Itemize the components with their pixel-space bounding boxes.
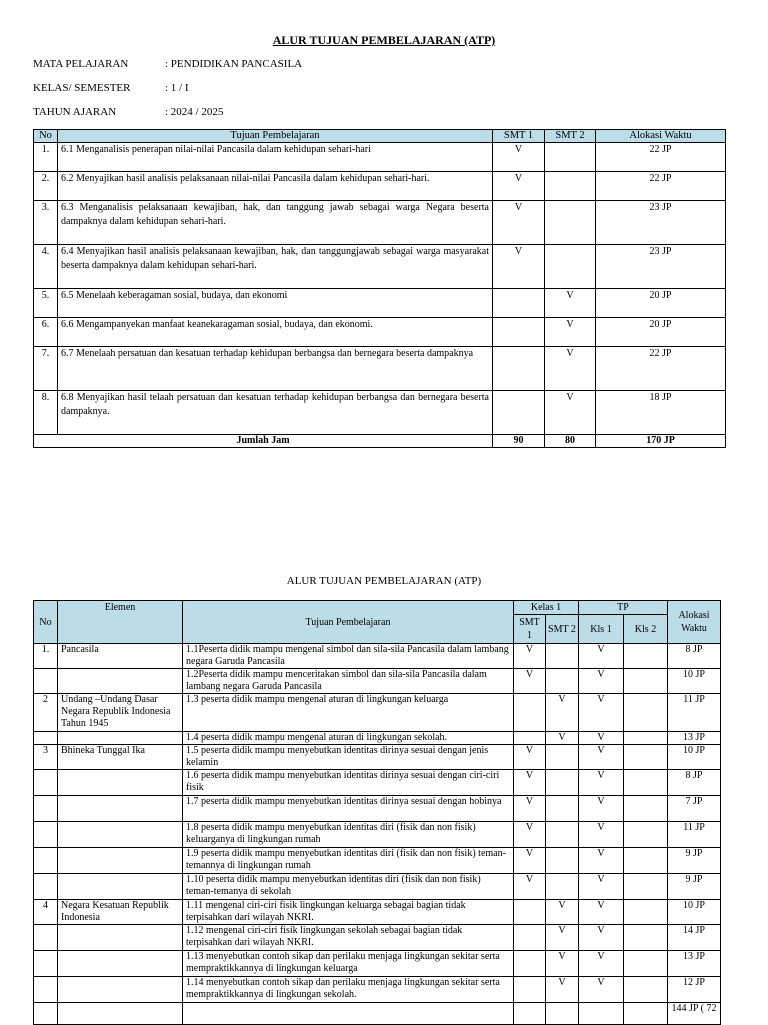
cell-elemen	[58, 874, 183, 900]
table-row	[34, 822, 721, 848]
cell-kls1: V	[579, 822, 624, 848]
cell-no	[34, 732, 58, 745]
cell-elemen	[58, 822, 183, 848]
cell-smt2: V	[546, 732, 579, 745]
header-alokasi: Alokasi Waktu	[596, 130, 726, 143]
table-row	[34, 391, 726, 435]
total-smt1: 90	[493, 435, 545, 448]
cell-kls1: V	[579, 694, 624, 732]
cell-smt2	[546, 669, 579, 694]
cell-elemen	[58, 848, 183, 874]
meta-value: : 1 / I	[165, 82, 189, 94]
cell-kls2	[624, 1003, 668, 1025]
header-tujuan: Tujuan Pembelajaran	[58, 130, 493, 143]
cell-alokasi: 18 JP	[596, 391, 726, 435]
cell-no: 3	[34, 745, 58, 770]
cell-kls2	[624, 770, 668, 796]
cell-alokasi: 22 JP	[596, 172, 726, 201]
table-row	[34, 201, 726, 245]
header-smt1: SMT 1	[493, 130, 545, 143]
cell-no: 1.	[34, 143, 58, 172]
table-row	[34, 644, 721, 669]
cell-tujuan: 1.2Peserta didik mampu menceritakan simbol dan sila-sila Pancasila dalam lambang negara Garuda Pancasila	[183, 669, 514, 694]
cell-tujuan: 1.10 peserta didik mampu menyebutkan identitas diri (fisik dan non fisik) teman-temanya di sekolah	[183, 874, 514, 900]
cell-tujuan: 1.11 mengenal ciri-ciri fisik lingkungan keluarga sebagai bagian tidak terpisahkan dari wilayah NKRI.	[183, 900, 514, 925]
cell-tujuan: 1.1Peserta didik mampu mengenal simbol dan sila-sila Pancasila dalam lambang negara Garuda Pancasila	[183, 644, 514, 669]
cell-smt1	[514, 694, 546, 732]
table-header-row	[34, 130, 726, 143]
header-kls2: Kls 2	[624, 615, 668, 644]
cell-tujuan: 1.7 peserta didik mampu menyebutkan identitas dirinya sesuai dengan hobinya	[183, 796, 514, 822]
cell-smt1: V	[514, 669, 546, 694]
meta-label: TAHUN AJARAN	[33, 106, 117, 118]
cell-kls2	[624, 822, 668, 848]
cell-kls2	[624, 900, 668, 925]
cell-kls2	[624, 925, 668, 951]
cell-no	[34, 951, 58, 977]
cell-smt2	[545, 201, 596, 245]
cell-tujuan: 6.4 Menyajikan hasil analisis pelaksanaan kewajiban, hak, dan tanggungjawab sebagai warga masyarakat beserta dampaknya dalam kehidupan sehari-hari.	[58, 245, 493, 289]
cell-no: 4.	[34, 245, 58, 289]
table-row	[34, 900, 721, 925]
cell-smt1	[514, 925, 546, 951]
cell-kls1: V	[579, 732, 624, 745]
meta-label: KELAS/ SEMESTER	[33, 82, 131, 94]
cell-smt1: V	[493, 143, 545, 172]
meta-mata-pelajaran	[33, 58, 302, 70]
header-smt1: SMT 1	[514, 615, 546, 644]
cell-kls1: V	[579, 644, 624, 669]
cell-kls1: V	[579, 745, 624, 770]
cell-smt1: V	[514, 822, 546, 848]
header-no: No	[34, 601, 58, 644]
cell-smt2	[546, 644, 579, 669]
cell-smt1	[493, 347, 545, 391]
table-row	[34, 289, 726, 318]
cell-alokasi: 144 JP ( 72	[668, 1003, 721, 1025]
cell-elemen: Undang –Undang Dasar Negara Republik Indonesia Tahun 1945	[58, 694, 183, 732]
cell-smt2	[546, 822, 579, 848]
header-kls1: Kls 1	[579, 615, 624, 644]
cell-no	[34, 1003, 58, 1025]
cell-tujuan: 6.7 Menelaah persatuan dan kesatuan terhadap kehidupan berbangsa dan bernegara beserta dampaknya	[58, 347, 493, 391]
cell-alokasi: 13 JP	[668, 732, 721, 745]
header-kelas: Kelas 1	[514, 601, 579, 615]
cell-smt2	[545, 245, 596, 289]
cell-tujuan: 6.2 Menyajikan hasil analisis pelaksanaan nilai-nilai Pancasila dalam kehidupan sehari-hari.	[58, 172, 493, 201]
cell-kls2	[624, 796, 668, 822]
cell-tujuan: 1.9 peserta didik mampu menyebutkan identitas diri (fisik dan non fisik) teman-temannya di lingkungan rumah	[183, 848, 514, 874]
cell-kls1: V	[579, 848, 624, 874]
cell-elemen: Bhineka Tunggal Ika	[58, 745, 183, 770]
cell-kls2	[624, 745, 668, 770]
cell-kls2	[624, 874, 668, 900]
cell-alokasi: 14 JP	[668, 925, 721, 951]
table-row	[34, 318, 726, 347]
cell-tujuan: 6.5 Menelaah keberagaman sosial, budaya, dan ekonomi	[58, 289, 493, 318]
cell-no	[34, 822, 58, 848]
cell-smt2: V	[545, 289, 596, 318]
cell-tujuan: 1.14 menyebutkan contoh sikap dan perilaku menjaga lingkungan sekitar serta mempraktikkannya di lingkungan sekolah.	[183, 977, 514, 1003]
cell-smt1	[514, 977, 546, 1003]
cell-smt2: V	[546, 977, 579, 1003]
cell-no: 1.	[34, 644, 58, 669]
cell-elemen	[58, 925, 183, 951]
cell-smt2	[546, 848, 579, 874]
cell-smt2	[546, 1003, 579, 1025]
meta-value: : PENDIDIKAN PANCASILA	[165, 58, 303, 70]
cell-alokasi: 20 JP	[596, 318, 726, 347]
table-row	[34, 951, 721, 977]
cell-no: 3.	[34, 201, 58, 245]
table-row	[34, 848, 721, 874]
cell-no	[34, 977, 58, 1003]
cell-elemen	[58, 770, 183, 796]
meta-kelas-semester	[33, 82, 189, 94]
cell-tujuan: 1.6 peserta didik mampu menyebutkan identitas dirinya sesuai dengan ciri-ciri fisik	[183, 770, 514, 796]
cell-elemen	[58, 951, 183, 977]
atp-title: ALUR TUJUAN PEMBELAJARAN (ATP)	[272, 33, 496, 47]
atp-table-semester	[33, 129, 726, 448]
cell-smt1: V	[493, 245, 545, 289]
table-row	[34, 1003, 721, 1025]
cell-kls2	[624, 977, 668, 1003]
cell-no: 4	[34, 900, 58, 925]
cell-alokasi: 13 JP	[668, 951, 721, 977]
cell-smt1	[514, 951, 546, 977]
cell-alokasi: 20 JP	[596, 289, 726, 318]
meta-tahun-ajaran	[33, 106, 223, 118]
cell-no: 2.	[34, 172, 58, 201]
cell-tujuan: 6.3 Menganalisis pelaksanaan kewajiban, hak, dan tanggung jawab sebagai warga Negara beserta dampaknya dalam kehidupan sehari-hari.	[58, 201, 493, 245]
cell-smt2	[546, 874, 579, 900]
cell-smt1: V	[493, 172, 545, 201]
cell-alokasi: 22 JP	[596, 143, 726, 172]
cell-no	[34, 874, 58, 900]
cell-tujuan: 1.13 menyebutkan contoh sikap dan perilaku menjaga lingkungan sekitar serta mempraktikkannya di lingkungan keluarga	[183, 951, 514, 977]
cell-smt1: V	[514, 796, 546, 822]
table-row	[34, 745, 721, 770]
table-row	[34, 796, 721, 822]
cell-smt1	[514, 900, 546, 925]
cell-tujuan	[183, 1003, 514, 1025]
cell-smt2: V	[545, 318, 596, 347]
cell-alokasi: 11 JP	[668, 694, 721, 732]
cell-kls2	[624, 694, 668, 732]
cell-alokasi: 7 JP	[668, 796, 721, 822]
header-alokasi: Alokasi Waktu	[668, 601, 721, 644]
total-alokasi: 170 JP	[596, 435, 726, 448]
cell-kls2	[624, 848, 668, 874]
cell-tujuan: 6.6 Mengampanyekan manfaat keanekaragaman sosial, budaya, dan ekonomi.	[58, 318, 493, 347]
cell-kls2	[624, 644, 668, 669]
cell-elemen	[58, 1003, 183, 1025]
cell-alokasi: 8 JP	[668, 770, 721, 796]
cell-tujuan: 1.5 peserta didik mampu menyebutkan identitas dirinya sesuai dengan jenis kelamin	[183, 745, 514, 770]
cell-no	[34, 925, 58, 951]
cell-alokasi: 10 JP	[668, 669, 721, 694]
header-smt2: SMT 2	[546, 615, 579, 644]
cell-kls2	[624, 669, 668, 694]
total-label: Jumlah Jam	[34, 435, 493, 448]
cell-smt1: V	[493, 201, 545, 245]
header-smt2: SMT 2	[545, 130, 596, 143]
cell-tujuan: 1.12 mengenal ciri-ciri fisik lingkungan sekolah sebagai bagian tidak terpisahkan dari wilayah NKRI.	[183, 925, 514, 951]
cell-tujuan: 6.8 Menyajikan hasil telaah persatuan dan kesatuan terhadap kehidupan berbangsa dan bernegara beserta dampaknya.	[58, 391, 493, 435]
meta-value: : 2024 / 2025	[165, 106, 224, 118]
cell-alokasi: 23 JP	[596, 245, 726, 289]
cell-elemen	[58, 977, 183, 1003]
cell-smt2: V	[546, 925, 579, 951]
table-row	[34, 977, 721, 1003]
cell-alokasi: 10 JP	[668, 745, 721, 770]
cell-kls1: V	[579, 951, 624, 977]
cell-kls1: V	[579, 977, 624, 1003]
table-row	[34, 669, 721, 694]
cell-no: 2	[34, 694, 58, 732]
cell-smt2: V	[546, 900, 579, 925]
total-row	[34, 435, 726, 448]
cell-elemen: Pancasila	[58, 644, 183, 669]
total-smt2: 80	[545, 435, 596, 448]
table-header-row	[34, 601, 721, 615]
atp-table-elemen	[33, 600, 721, 1025]
cell-alokasi: 10 JP	[668, 900, 721, 925]
cell-smt2	[545, 143, 596, 172]
cell-no	[34, 770, 58, 796]
cell-alokasi: 8 JP	[668, 644, 721, 669]
cell-smt1	[493, 289, 545, 318]
cell-alokasi: 23 JP	[596, 201, 726, 245]
table-row	[34, 143, 726, 172]
table-row	[34, 874, 721, 900]
cell-no: 8.	[34, 391, 58, 435]
cell-alokasi: 12 JP	[668, 977, 721, 1003]
cell-smt1: V	[514, 770, 546, 796]
cell-kls1: V	[579, 770, 624, 796]
cell-smt1: V	[514, 745, 546, 770]
cell-kls1: V	[579, 874, 624, 900]
cell-kls1: V	[579, 925, 624, 951]
table-row	[34, 347, 726, 391]
cell-no	[34, 796, 58, 822]
cell-smt2	[546, 796, 579, 822]
cell-alokasi: 9 JP	[668, 874, 721, 900]
cell-elemen	[58, 796, 183, 822]
cell-tujuan: 1.8 peserta didik mampu menyebutkan identitas diri (fisik dan non fisik) keluarganya di lingkungan rumah	[183, 822, 514, 848]
cell-no	[34, 848, 58, 874]
cell-tujuan: 6.1 Menganalisis penerapan nilai-nilai Pancasila dalam kehidupan sehari-hari	[58, 143, 493, 172]
cell-smt1: V	[514, 848, 546, 874]
cell-smt2	[546, 745, 579, 770]
cell-elemen	[58, 732, 183, 745]
header-tp-group: TP	[579, 601, 668, 615]
cell-kls2	[624, 732, 668, 745]
cell-smt2: V	[545, 391, 596, 435]
cell-kls1: V	[579, 900, 624, 925]
atp-title-second: ALUR TUJUAN PEMBELAJARAN (ATP)	[286, 575, 482, 587]
table-row	[34, 245, 726, 289]
cell-alokasi: 22 JP	[596, 347, 726, 391]
cell-kls1	[579, 1003, 624, 1025]
cell-no: 6.	[34, 318, 58, 347]
table-row	[34, 694, 721, 732]
cell-elemen	[58, 669, 183, 694]
cell-smt1	[514, 1003, 546, 1025]
cell-tujuan: 1.4 peserta didik mampu mengenal aturan di lingkungan sekolah.	[183, 732, 514, 745]
cell-smt1	[493, 318, 545, 347]
table-row	[34, 925, 721, 951]
cell-smt2: V	[546, 694, 579, 732]
cell-no: 7.	[34, 347, 58, 391]
header-tujuan: Tujuan Pembelajaran	[183, 601, 514, 644]
table-row	[34, 770, 721, 796]
cell-smt1	[514, 732, 546, 745]
cell-kls1: V	[579, 669, 624, 694]
cell-tujuan: 1.3 peserta didik mampu mengenal aturan di lingkungan keluarga	[183, 694, 514, 732]
cell-smt2: V	[546, 951, 579, 977]
cell-smt2	[545, 172, 596, 201]
cell-elemen: Negara Kesatuan Republik Indonesia	[58, 900, 183, 925]
table-row	[34, 732, 721, 745]
cell-alokasi: 9 JP	[668, 848, 721, 874]
cell-smt2: V	[545, 347, 596, 391]
cell-smt1: V	[514, 644, 546, 669]
cell-kls2	[624, 951, 668, 977]
meta-label: MATA PELAJARAN	[33, 58, 129, 70]
cell-alokasi: 11 JP	[668, 822, 721, 848]
header-no: No	[34, 130, 58, 143]
table-row	[34, 172, 726, 201]
cell-smt2	[546, 770, 579, 796]
header-elemen: Elemen	[58, 601, 183, 644]
cell-kls1: V	[579, 796, 624, 822]
cell-smt1: V	[514, 874, 546, 900]
cell-smt1	[493, 391, 545, 435]
cell-no: 5.	[34, 289, 58, 318]
cell-no	[34, 669, 58, 694]
